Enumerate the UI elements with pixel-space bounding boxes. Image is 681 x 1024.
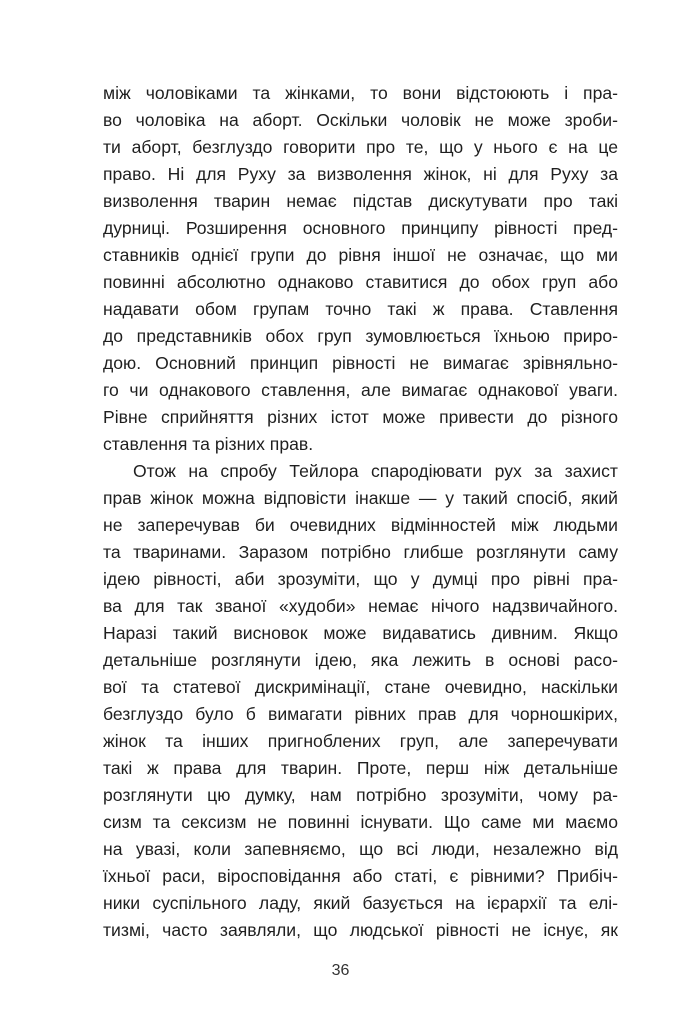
page-number: 36 bbox=[331, 962, 350, 979]
text-line: Наразі такий висновок може видаватись дивним. Якщо bbox=[103, 623, 618, 643]
text-line: ва для так званої «худоби» немає нічого надзвичайного. bbox=[103, 596, 618, 616]
body-text bbox=[103, 80, 618, 944]
text-line: до представників обох груп зумовлюється їхньою приро- bbox=[103, 326, 618, 346]
text-line: ідею рівності, аби зрозуміти, що у думці про рівні пра- bbox=[103, 569, 618, 589]
text-line: та тваринами. Заразом потрібно глибше розглянути саму bbox=[103, 542, 618, 562]
text-line: повинні абсолютно однаково ставитися до обох груп або bbox=[103, 272, 618, 292]
text-line: надавати обом групам точно такі ж права. Ставлення bbox=[103, 299, 618, 319]
text-line: їхньої раси, віросповідання або статі, є рівними? Прибіч- bbox=[103, 866, 618, 886]
text-line: дою. Основний принцип рівності не вимагає зрівняльно- bbox=[103, 353, 618, 373]
text-line: ставників однієї групи до рівня іншої не означає, що ми bbox=[103, 245, 618, 265]
text-line: розглянути цю думку, нам потрібно зрозуміти, чому ра- bbox=[103, 785, 618, 805]
text-line: тизмі, часто заявляли, що людської рівності не існує, як bbox=[103, 920, 618, 940]
paragraph bbox=[103, 458, 618, 944]
text-line: детальніше розглянути ідею, яка лежить в основі расо- bbox=[103, 650, 618, 670]
paragraph bbox=[103, 80, 618, 458]
text-line: не заперечував би очевидних відмінностей між людьми bbox=[103, 515, 618, 535]
text-line: на увазі, коли запевняємо, що всі люди, незалежно від bbox=[103, 839, 618, 859]
text-line: такі ж права для тварин. Проте, перш ніж детальніше bbox=[103, 758, 618, 778]
text-line: між чоловіками та жінками, то вони відстоюють і пра- bbox=[103, 83, 618, 103]
text-line: вої та статевої дискримінації, стане очевидно, наскільки bbox=[103, 677, 618, 697]
text-line: дурниці. Розширення основного принципу рівності пред- bbox=[103, 218, 618, 238]
text-line: сизм та сексизм не повинні існувати. Що саме ми маємо bbox=[103, 812, 618, 832]
text-line: во чоловіка на аборт. Оскільки чоловік не може зроби- bbox=[103, 110, 618, 130]
text-line: жінок та інших пригноблених груп, але заперечувати bbox=[103, 731, 618, 751]
text-line: го чи однакового ставлення, але вимагає однакової уваги. bbox=[103, 380, 618, 400]
text-line: Отож на спробу Тейлора спародіювати рух за захист bbox=[133, 461, 618, 481]
text-line: безглуздо було б вимагати рівних прав для чорношкірих, bbox=[103, 704, 618, 724]
text-line: право. Ні для Руху за визволення жінок, ні для Руху за bbox=[103, 164, 618, 184]
text-line: ставлення та різних прав. bbox=[103, 434, 314, 454]
text-line: прав жінок можна відповісти інакше — у такий спосіб, який bbox=[103, 488, 618, 508]
text-line: визволення тварин немає підстав дискутувати про такі bbox=[103, 191, 618, 211]
text-line: Рівне сприйняття різних істот може привести до різного bbox=[103, 407, 618, 427]
text-line: ники суспільного ладу, який базується на ієрархії та елі- bbox=[103, 893, 618, 913]
text-line: ти аборт, безглуздо говорити про те, що у нього є на це bbox=[103, 137, 618, 157]
